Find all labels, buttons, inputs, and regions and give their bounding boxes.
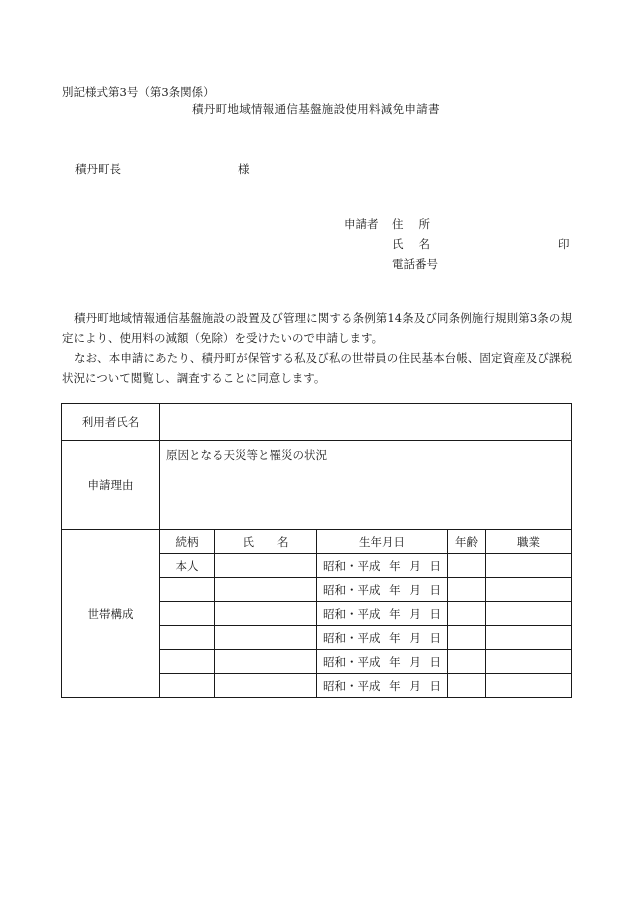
form-code: 別記様式第3号（第3条関係）: [62, 85, 215, 99]
era-text: 昭和・平成: [323, 630, 381, 645]
name-label: 氏名: [392, 237, 445, 251]
occupation-cell[interactable]: [486, 578, 572, 602]
relation-cell[interactable]: [160, 650, 215, 674]
birthdate-cell[interactable]: [317, 578, 448, 602]
col-age: 年齢: [448, 530, 486, 554]
age-cell[interactable]: [448, 626, 486, 650]
member-name-cell[interactable]: [215, 626, 317, 650]
month-text: 月: [409, 558, 421, 573]
day-text: 日: [429, 582, 441, 597]
declaration-paragraph-1: 積丹町地域情報通信基盤施設の設置及び管理に関する条例第14条及び同条例施行規則第3条の規定により、使用料の減額（免除）を受けたいので申請します。: [62, 311, 572, 345]
month-text: 月: [409, 582, 421, 597]
col-name: 氏 名: [215, 530, 317, 554]
era-text: 昭和・平成: [323, 654, 381, 669]
month-text: 月: [409, 630, 421, 645]
member-name-cell[interactable]: [215, 650, 317, 674]
addressee-name: 積丹町長: [75, 162, 121, 176]
era-text: 昭和・平成: [323, 582, 381, 597]
birthdate-cell[interactable]: [317, 554, 448, 578]
household-header-row: [62, 530, 572, 554]
year-text: 年: [389, 678, 401, 693]
seal-mark: 印: [558, 237, 570, 251]
birthdate-cell[interactable]: [317, 674, 448, 698]
day-text: 日: [429, 654, 441, 669]
year-text: 年: [389, 654, 401, 669]
age-cell[interactable]: [448, 554, 486, 578]
year-text: 年: [389, 630, 401, 645]
month-text: 月: [409, 654, 421, 669]
user-name-row: [62, 404, 572, 441]
applicant-label: 申請者: [344, 217, 379, 231]
year-text: 年: [389, 606, 401, 621]
reason-hint: 原因となる天災等と罹災の状況: [166, 448, 327, 462]
addressee-honorific: 様: [238, 162, 250, 176]
era-text: 昭和・平成: [323, 558, 381, 573]
member-name-cell[interactable]: [215, 578, 317, 602]
user-name-field[interactable]: [160, 404, 572, 441]
month-text: 月: [409, 606, 421, 621]
member-name-cell[interactable]: [215, 602, 317, 626]
declaration-text: [62, 308, 572, 388]
relation-cell[interactable]: [160, 578, 215, 602]
relation-cell[interactable]: [160, 626, 215, 650]
day-text: 日: [429, 558, 441, 573]
reason-label: 申請理由: [62, 441, 160, 530]
occupation-cell[interactable]: [486, 650, 572, 674]
declaration-paragraph-2: なお、本申請にあたり、積丹町が保管する私及び私の世帯員の住民基本台帳、固定資産及び課税状況について閲覧し、調査することに同意します。: [62, 351, 572, 385]
member-name-cell[interactable]: [215, 554, 317, 578]
occupation-cell[interactable]: [486, 554, 572, 578]
col-birthdate: 生年月日: [317, 530, 448, 554]
age-cell[interactable]: [448, 578, 486, 602]
year-text: 年: [389, 558, 401, 573]
occupation-cell[interactable]: [486, 626, 572, 650]
relation-cell[interactable]: 本人: [160, 554, 215, 578]
birthdate-cell[interactable]: [317, 602, 448, 626]
month-text: 月: [409, 678, 421, 693]
phone-label: 電話番号: [392, 257, 438, 271]
household-label: 世帯構成: [62, 530, 160, 698]
year-text: 年: [389, 582, 401, 597]
col-occupation: 職業: [486, 530, 572, 554]
reason-field[interactable]: [160, 441, 572, 530]
age-cell[interactable]: [448, 650, 486, 674]
user-name-label: 利用者氏名: [62, 404, 160, 441]
occupation-cell[interactable]: [486, 602, 572, 626]
relation-cell[interactable]: [160, 602, 215, 626]
col-relation: 続柄: [160, 530, 215, 554]
birthdate-cell[interactable]: [317, 650, 448, 674]
member-name-cell[interactable]: [215, 674, 317, 698]
day-text: 日: [429, 678, 441, 693]
age-cell[interactable]: [448, 602, 486, 626]
day-text: 日: [429, 630, 441, 645]
reason-row: [62, 441, 572, 530]
address-label: 住所: [392, 217, 445, 231]
era-text: 昭和・平成: [323, 606, 381, 621]
birthdate-cell[interactable]: [317, 626, 448, 650]
day-text: 日: [429, 606, 441, 621]
application-table: [61, 403, 572, 698]
relation-cell[interactable]: [160, 674, 215, 698]
era-text: 昭和・平成: [323, 678, 381, 693]
occupation-cell[interactable]: [486, 674, 572, 698]
form-title: 積丹町地域情報通信基盤施設使用料減免申請書: [192, 102, 440, 116]
age-cell[interactable]: [448, 674, 486, 698]
